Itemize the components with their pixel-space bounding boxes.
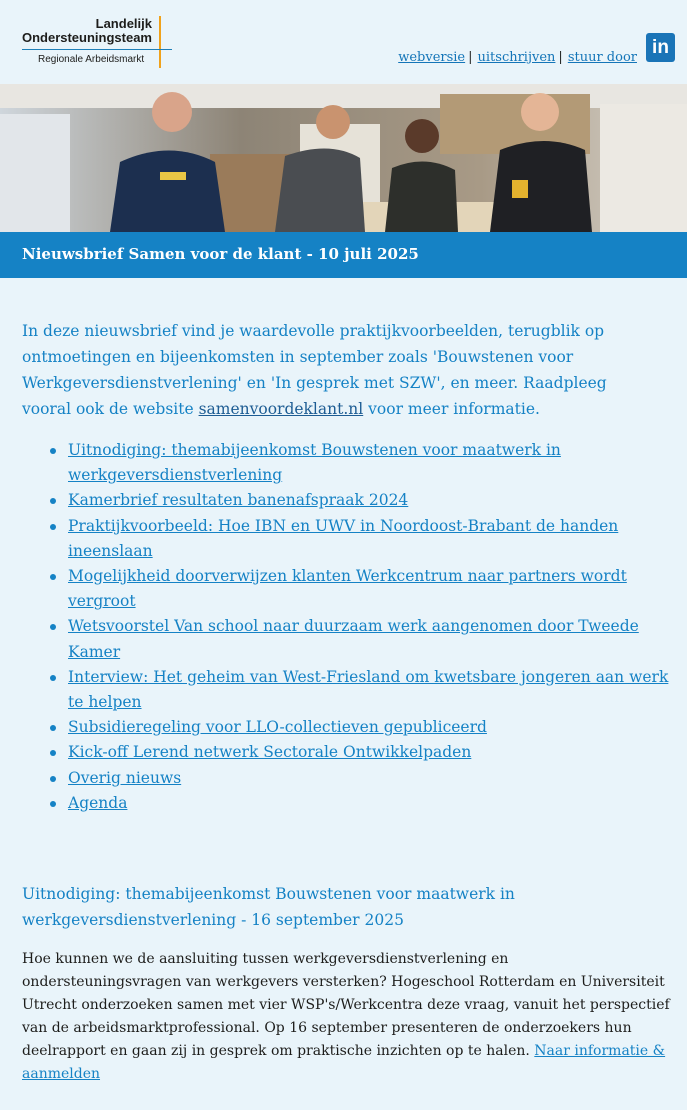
website-link[interactable]: samenvoordeklant.nl	[198, 400, 364, 418]
hero-photo-illustration	[0, 84, 687, 232]
toc-link-agenda[interactable]: Agenda	[68, 793, 128, 812]
toc-link-overig-nieuws[interactable]: Overig nieuws	[68, 768, 182, 787]
newsletter-title-bar	[0, 232, 687, 278]
toc-item	[68, 665, 672, 715]
unsubscribe-link[interactable]: uitschrijven	[477, 50, 556, 65]
logo-line-1: Landelijk	[95, 16, 152, 31]
toc-item	[68, 514, 672, 564]
toc-link-interview[interactable]: Interview: Het geheim van West-Friesland om kwetsbare jongeren aan werk te helpen	[68, 667, 669, 712]
section-body	[22, 948, 670, 1086]
toc-link-kamerbrief[interactable]: Kamerbrief resultaten banenafspraak 2024	[68, 491, 409, 510]
logo-line-2: Ondersteuningsteam	[21, 30, 152, 45]
logo-blue-line	[22, 49, 172, 50]
intro-paragraph	[22, 318, 652, 422]
toc-item	[68, 438, 672, 488]
register-link[interactable]: Naar informatie & aanmelden	[22, 1043, 666, 1082]
hero-photo	[0, 84, 687, 232]
newsletter-header	[0, 0, 687, 84]
section-title: Uitnodiging: themabijeenkomst Bouwstenen voor maatwerk in werkgeversdienstverlening - 16 september 2025	[22, 885, 515, 929]
linkedin-icon[interactable]: in	[646, 33, 675, 62]
toc-item	[68, 791, 672, 816]
toc-item	[68, 766, 672, 791]
toc-link-kick-off[interactable]: Kick-off Lerend netwerk Sectorale Ontwikkelpaden	[68, 743, 472, 762]
logo-line-3: Regionale Arbeidsmarkt	[38, 54, 145, 65]
toc-link-wetsvoorstel[interactable]: Wetsvoorstel Van school naar duurzaam werk aangenomen door Tweede Kamer	[68, 617, 639, 661]
toc-item	[68, 614, 672, 664]
logo-orange-bar	[159, 16, 161, 68]
forward-link[interactable]: stuur door	[567, 50, 637, 65]
intro-text-end: voor meer informatie.	[363, 400, 540, 418]
toc-link-subsidieregeling[interactable]: Subsidieregeling voor LLO-collectieven gepubliceerd	[68, 718, 487, 737]
toc-link-doorverwijzen[interactable]: Mogelijkheid doorverwijzen klanten Werkcentrum naar partners wordt vergroot	[68, 567, 627, 611]
table-of-contents	[22, 438, 672, 816]
link-separator: |	[468, 50, 473, 65]
toc-item	[68, 715, 672, 740]
intro-text: In deze nieuwsbrief vind je waardevolle praktijkvoorbeelden, terugblik op ontmoetingen en bijeenkomsten in september zoals 'Bouwstenen voor Werkgeversdienstverlening' en 'In gesprek met SZW', en meer. Raadpleeg vooral ook de website	[22, 322, 607, 418]
link-separator: |	[558, 50, 563, 65]
logo	[22, 16, 182, 72]
toc-item	[68, 740, 672, 765]
toc-item	[68, 488, 672, 513]
section-text: Hoe kunnen we de aansluiting tussen werkgeversdienstverlening en ondersteuningsvragen van werkgevers versterken? Hogeschool Rotterdam en Universiteit Utrecht onderzoeken samen met vier WSP's/Werkcentra deze vraag, vanuit het perspectief van de arbeidsmarktprofessional. Op 16 september presenteren de onderzoekers hun deelrapport en gaan zij in gesprek om praktische inzichten op te halen.	[22, 951, 670, 1059]
webversie-link[interactable]: webversie	[398, 50, 466, 65]
toc-link-uitnodiging[interactable]: Uitnodiging: themabijeenkomst Bouwstenen voor maatwerk in werkgeversdienstverlening	[68, 441, 561, 485]
newsletter-title: Nieuwsbrief Samen voor de klant - 10 juli 2025	[22, 245, 419, 263]
toc-link-praktijkvoorbeeld[interactable]: Praktijkvoorbeeld: Hoe IBN en UWV in Noordoost-Brabant de handen ineenslaan	[68, 516, 619, 560]
header-links	[398, 50, 637, 65]
toc-item	[68, 564, 672, 614]
